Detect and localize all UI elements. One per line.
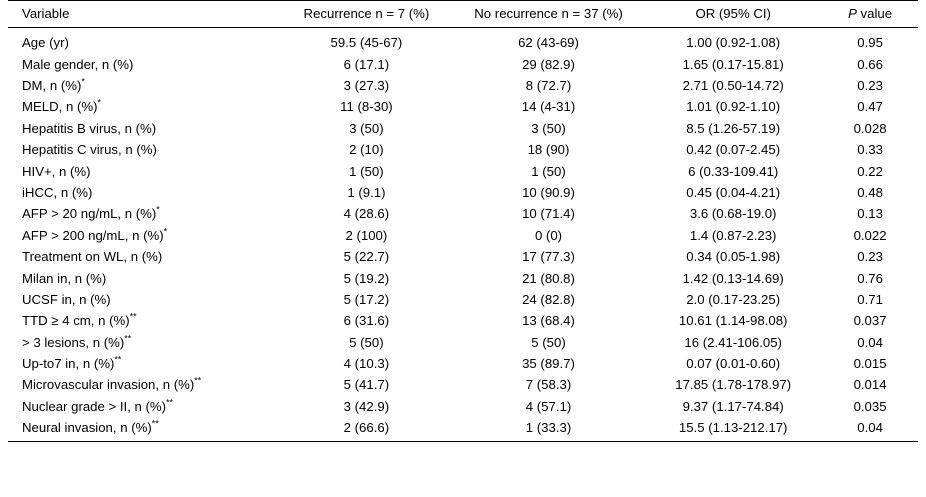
- recurrence-statistics-table: [8, 0, 918, 442]
- cell-p-value: 0.014: [853, 377, 887, 393]
- table-row: [8, 289, 918, 310]
- table-row: [8, 118, 918, 139]
- cell-recurrence: 2 (100): [345, 227, 388, 243]
- cell-variable: [8, 332, 280, 353]
- cell-no-recurrence: 5 (50): [531, 334, 566, 350]
- cell-odds-ratio: 3.6 (0.68-19.0): [689, 206, 777, 222]
- variable-label: AFP > 200 ng/mL, n (%): [22, 227, 164, 243]
- table-row: [8, 417, 918, 442]
- cell-odds-ratio: 16 (2.41-106.05): [684, 334, 782, 350]
- cell-no-recurrence: 10 (90.9): [522, 184, 575, 200]
- table-row: [8, 246, 918, 267]
- cell-odds-ratio: 0.07 (0.01-0.60): [686, 356, 781, 372]
- cell-recurrence: 4 (28.6): [343, 206, 390, 222]
- cell-no-recurrence: 62 (43-69): [518, 35, 579, 51]
- cell-recurrence: 1 (9.1): [347, 184, 386, 200]
- cell-recurrence: 59.5 (45-67): [330, 35, 403, 51]
- cell-variable: [8, 225, 280, 246]
- cell-p-value: 0.028: [853, 120, 887, 136]
- cell-odds-ratio: 8.5 (1.26-57.19): [686, 120, 781, 136]
- table-header-row: [8, 1, 918, 28]
- variable-label: Neural invasion, n (%): [22, 420, 152, 436]
- cell-p-value: 0.95: [857, 35, 883, 51]
- p-value-word: value: [856, 6, 893, 21]
- cell-p-value: 0.015: [853, 356, 887, 372]
- table-row: [8, 310, 918, 331]
- cell-variable: [8, 289, 280, 310]
- variable-label: MELD, n (%): [22, 99, 98, 115]
- cell-recurrence: 6 (17.1): [343, 56, 390, 72]
- cell-recurrence: 5 (50): [349, 334, 384, 350]
- cell-variable: [8, 267, 280, 288]
- cell-no-recurrence: 8 (72.7): [525, 77, 572, 93]
- cell-p-value: 0.23: [857, 249, 883, 265]
- cell-odds-ratio: 1.42 (0.13-14.69): [682, 270, 784, 286]
- cell-no-recurrence: 21 (80.8): [522, 270, 575, 286]
- cell-variable: [8, 160, 280, 181]
- table-body: [8, 28, 918, 442]
- cell-variable: [8, 246, 280, 267]
- cell-no-recurrence: 0 (0): [534, 227, 563, 243]
- cell-no-recurrence: 1 (50): [531, 163, 566, 179]
- cell-odds-ratio: 1.65 (0.17-15.81): [682, 56, 784, 72]
- cell-no-recurrence: 1 (33.3): [525, 420, 572, 436]
- cell-no-recurrence: 35 (89.7): [522, 356, 575, 372]
- cell-recurrence: 5 (22.7): [343, 249, 390, 265]
- footnote-marker: **: [151, 418, 159, 429]
- footnote-marker: **: [124, 333, 132, 344]
- cell-no-recurrence: 13 (68.4): [522, 313, 575, 329]
- cell-p-value: 0.035: [853, 398, 887, 414]
- cell-odds-ratio: 9.37 (1.17-74.84): [682, 398, 784, 414]
- cell-odds-ratio: 15.5 (1.13-212.17): [678, 420, 788, 436]
- cell-p-value: 0.23: [857, 77, 883, 93]
- cell-no-recurrence: 24 (82.8): [522, 291, 575, 307]
- cell-recurrence: 3 (27.3): [343, 77, 390, 93]
- cell-p-value: 0.13: [857, 206, 883, 222]
- footnote-marker: *: [163, 226, 168, 237]
- table-row: [8, 267, 918, 288]
- cell-p-value: 0.037: [853, 313, 887, 329]
- cell-variable: [8, 118, 280, 139]
- cell-odds-ratio: 10.61 (1.14-98.08): [678, 313, 788, 329]
- cell-recurrence: 5 (41.7): [343, 377, 390, 393]
- cell-odds-ratio: 1.00 (0.92-1.08): [686, 35, 781, 51]
- p-value-symbol: P: [848, 6, 857, 21]
- cell-p-value: 0.04: [857, 334, 883, 350]
- column-header-recurrence: Recurrence n = 7 (%): [280, 1, 453, 28]
- cell-variable: [8, 203, 280, 224]
- table-row: [8, 139, 918, 160]
- cell-no-recurrence: 14 (4-31): [521, 99, 576, 115]
- cell-variable: [8, 75, 280, 96]
- table-row: [8, 160, 918, 181]
- cell-p-value: 0.33: [857, 142, 883, 158]
- variable-label: Nuclear grade > II, n (%): [22, 398, 167, 414]
- variable-label: Male gender, n (%): [22, 56, 134, 72]
- cell-odds-ratio: 1.4 (0.87-2.23): [689, 227, 777, 243]
- cell-odds-ratio: 2.71 (0.50-14.72): [682, 77, 784, 93]
- cell-recurrence: 11 (8-30): [340, 99, 393, 115]
- footnote-marker: *: [156, 204, 160, 215]
- footnote-marker: **: [194, 376, 202, 387]
- cell-p-value: 0.022: [853, 227, 887, 243]
- variable-label: Hepatitis B virus, n (%): [22, 120, 157, 136]
- variable-label: DM, n (%): [22, 77, 82, 93]
- cell-recurrence: 4 (10.3): [343, 356, 390, 372]
- column-header-odds-ratio: OR (95% CI): [644, 1, 822, 28]
- table-row: [8, 374, 918, 395]
- cell-odds-ratio: 0.45 (0.04-4.21): [686, 184, 781, 200]
- variable-label: TTD ≥ 4 cm, n (%): [22, 313, 130, 329]
- variable-label: iHCC, n (%): [22, 184, 93, 200]
- cell-variable: [8, 310, 280, 331]
- cell-odds-ratio: 0.42 (0.07-2.45): [686, 142, 781, 158]
- cell-p-value: 0.71: [857, 291, 883, 307]
- variable-label: HIV+, n (%): [22, 163, 91, 179]
- variable-label: Microvascular invasion, n (%): [22, 377, 195, 393]
- cell-no-recurrence: 10 (71.4): [522, 206, 575, 222]
- table-header: [8, 1, 918, 28]
- table-row: [8, 96, 918, 117]
- table-row: [8, 332, 918, 353]
- variable-label: > 3 lesions, n (%): [22, 334, 125, 350]
- table-row: [8, 28, 918, 54]
- table-row: [8, 54, 918, 75]
- cell-odds-ratio: 0.34 (0.05-1.98): [686, 249, 781, 265]
- cell-variable: [8, 353, 280, 374]
- cell-variable: [8, 417, 280, 442]
- table-row: [8, 396, 918, 417]
- cell-p-value: 0.04: [857, 420, 883, 436]
- cell-variable: [8, 28, 280, 54]
- cell-variable: [8, 374, 280, 395]
- variable-label: UCSF in, n (%): [22, 291, 111, 307]
- cell-p-value: 0.48: [857, 184, 883, 200]
- table-row: [8, 203, 918, 224]
- cell-no-recurrence: 4 (57.1): [525, 398, 572, 414]
- footnote-marker: **: [166, 397, 174, 408]
- cell-no-recurrence: 17 (77.3): [522, 249, 575, 265]
- cell-no-recurrence: 18 (90): [527, 142, 570, 158]
- column-header-p-value: [822, 1, 918, 28]
- cell-recurrence: 3 (42.9): [343, 398, 390, 414]
- cell-p-value: 0.66: [857, 56, 883, 72]
- variable-label: Treatment on WL, n (%): [22, 249, 163, 265]
- cell-p-value: 0.22: [857, 163, 883, 179]
- variable-label: Milan in, n (%): [22, 270, 107, 286]
- cell-recurrence: 3 (50): [349, 120, 384, 136]
- variable-label: Age (yr): [22, 35, 69, 51]
- cell-recurrence: 2 (66.6): [343, 420, 390, 436]
- cell-no-recurrence: 29 (82.9): [522, 56, 575, 72]
- cell-recurrence: 2 (10): [349, 142, 384, 158]
- footnote-marker: **: [129, 311, 137, 322]
- table-row: [8, 75, 918, 96]
- cell-recurrence: 5 (19.2): [343, 270, 390, 286]
- cell-odds-ratio: 6 (0.33-109.41): [688, 163, 779, 179]
- cell-no-recurrence: 7 (58.3): [525, 377, 572, 393]
- cell-recurrence: 6 (31.6): [343, 313, 390, 329]
- cell-variable: [8, 182, 280, 203]
- footnote-marker: *: [81, 76, 85, 87]
- column-header-no-recurrence: No recurrence n = 37 (%): [453, 1, 644, 28]
- cell-variable: [8, 54, 280, 75]
- cell-recurrence: 1 (50): [349, 163, 384, 179]
- cell-odds-ratio: 2.0 (0.17-23.25): [686, 291, 781, 307]
- cell-odds-ratio: 1.01 (0.92-1.10): [686, 99, 781, 115]
- footnote-marker: **: [114, 354, 122, 365]
- footnote-marker: *: [97, 97, 101, 108]
- variable-label: AFP > 20 ng/mL, n (%): [22, 206, 157, 222]
- table-row: [8, 353, 918, 374]
- cell-recurrence: 5 (17.2): [343, 291, 390, 307]
- cell-p-value: 0.47: [857, 99, 883, 115]
- column-header-variable: Variable: [8, 1, 280, 28]
- cell-no-recurrence: 3 (50): [531, 120, 566, 136]
- variable-label: Up-to7 in, n (%): [22, 356, 115, 372]
- cell-variable: [8, 139, 280, 160]
- cell-odds-ratio: 17.85 (1.78-178.97): [675, 377, 792, 393]
- cell-variable: [8, 396, 280, 417]
- table-row: [8, 182, 918, 203]
- variable-label: Hepatitis C virus, n (%): [22, 142, 157, 158]
- cell-variable: [8, 96, 280, 117]
- cell-p-value: 0.76: [857, 270, 883, 286]
- table-row: [8, 225, 918, 246]
